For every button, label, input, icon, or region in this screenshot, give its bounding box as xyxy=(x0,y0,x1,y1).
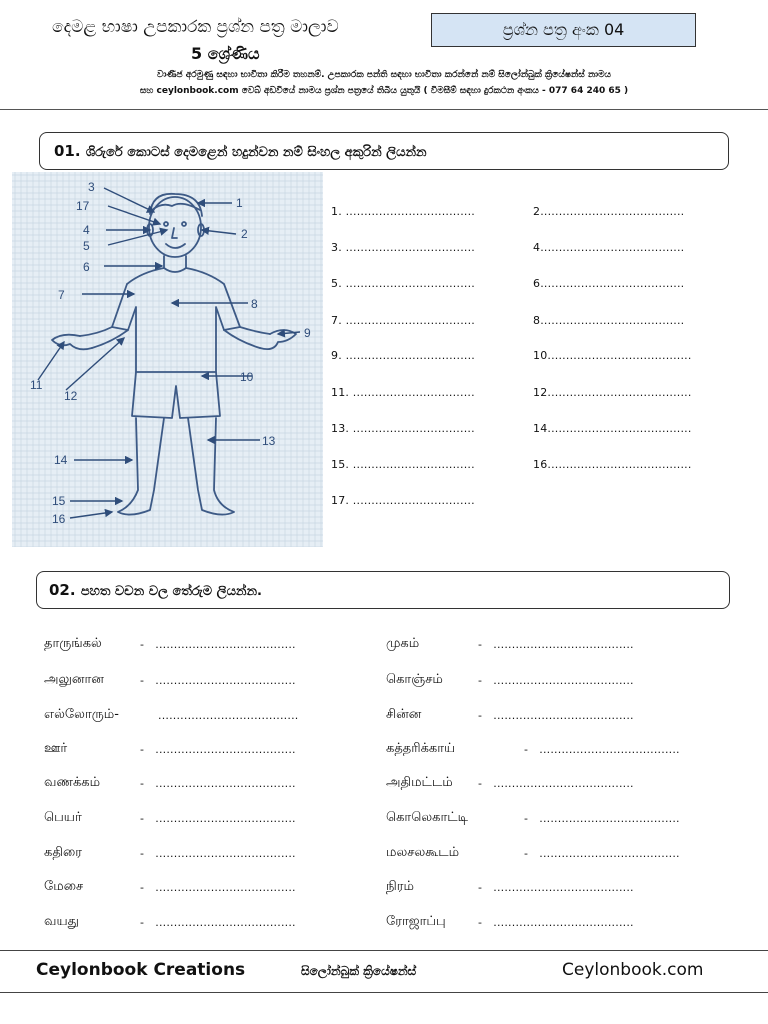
section1-title: ශිරුරේ කොටස් දෙමළෙන් හදුන්වන නම් සිංහල අකුරින් ලියන්න xyxy=(85,145,427,160)
figure-label-14: 14 xyxy=(54,453,68,467)
vocab-right-7-line[interactable]: - ...................................... xyxy=(524,847,680,860)
vocab-left-5: வணக்கம் xyxy=(44,775,101,790)
vocab-left-1-line[interactable]: - ...................................... xyxy=(140,638,296,651)
vocab-left-9: வயது xyxy=(44,914,79,929)
section2-number: 02. xyxy=(49,581,76,599)
body-parts-figure xyxy=(12,172,323,547)
figure-label-4: 4 xyxy=(83,223,90,237)
section2-title: පහත වචන වල තේරුම ලියන්න. xyxy=(80,584,262,599)
vocab-left-7-line[interactable]: - ...................................... xyxy=(140,847,296,860)
figure-label-11: 11 xyxy=(30,378,43,392)
vocab-right-3-line[interactable]: - ...................................... xyxy=(478,709,634,722)
answer-line-15[interactable]: 15. ................................. xyxy=(331,458,475,471)
vocab-left-3: எல்லோரும்- xyxy=(44,707,119,722)
vocab-right-4-line[interactable]: - ...................................... xyxy=(524,743,680,756)
figure-label-9: 9 xyxy=(304,326,311,340)
vocab-left-9-line[interactable]: - ...................................... xyxy=(140,916,296,929)
figure-label-7: 7 xyxy=(58,288,65,302)
vocab-left-4: ஊர் xyxy=(44,741,68,756)
section1-heading xyxy=(54,142,427,160)
figure-label-1: 1 xyxy=(236,196,243,210)
vocab-right-2: கொஞ்சம் xyxy=(386,672,443,687)
vocab-right-7: மலசலகூடம் xyxy=(386,845,460,860)
vocab-left-4-line[interactable]: - ...................................... xyxy=(140,743,296,756)
usage-note-line2: සහ ceylonbook.com වෙබ් අඩවියේ නාමය ප්‍රශ්න පත්‍රයේ තිබිය යුතුයි ( විමසීම් සඳහා දුරකථන අංකය - 077 64 240 65 ) xyxy=(139,86,629,96)
usage-note-line1: වාණිජ අරමුණු සඳහා භාවිතා කිරීම තහනම්. උපකාරක පන්ති සඳහා භාවිතා කරන්නේ නම් සිලෝන්බුක් ක්‍රියේෂන්ස් නාමය xyxy=(156,70,612,80)
answer-line-10[interactable]: 10....................................... xyxy=(533,349,692,362)
answer-line-6[interactable]: 6....................................... xyxy=(533,277,685,290)
footer-brand-sinhala: සිලෝන්බුක් ක්‍රියේෂන්ස් xyxy=(301,964,417,978)
footer-brand: Ceylonbook Creations xyxy=(36,960,246,980)
vocab-right-9-line[interactable]: - ...................................... xyxy=(478,916,634,929)
answer-line-13[interactable]: 13. ................................. xyxy=(331,422,475,435)
vocab-right-6: கொலெகாட்டி xyxy=(386,810,468,825)
vocab-right-5-line[interactable]: - ...................................... xyxy=(478,777,634,790)
vocab-left-2-line[interactable]: - ...................................... xyxy=(140,674,296,687)
vocab-left-8: மேசை xyxy=(44,879,84,894)
figure-label-5: 5 xyxy=(83,239,90,253)
vocab-right-1-line[interactable]: - ...................................... xyxy=(478,638,634,651)
footer-divider-bottom xyxy=(0,992,768,993)
footer-divider-top xyxy=(0,950,768,951)
vocab-left-8-line[interactable]: - ...................................... xyxy=(140,881,296,894)
worksheet-series-title: දෙමළ භාෂා උපකාරක ප්‍රශ්න පත්‍ර මාලාව xyxy=(52,17,339,37)
answer-line-14[interactable]: 14....................................... xyxy=(533,422,692,435)
paper-number-box: ප්‍රශ්න පත්‍ර අංක 04 xyxy=(431,13,696,47)
vocab-left-6-line[interactable]: - ...................................... xyxy=(140,812,296,825)
figure-label-12: 12 xyxy=(64,389,78,403)
answer-line-4[interactable]: 4....................................... xyxy=(533,241,685,254)
footer-website: Ceylonbook.com xyxy=(562,960,704,980)
figure-label-10: 10 xyxy=(240,370,254,384)
vocab-right-4: கத்தரிக்காய் xyxy=(386,741,456,756)
answer-line-12[interactable]: 12....................................... xyxy=(533,386,692,399)
answer-line-8[interactable]: 8....................................... xyxy=(533,314,685,327)
vocab-right-8: நிரம் xyxy=(386,879,414,894)
vocab-left-7: கதிரை xyxy=(44,845,82,860)
vocab-left-2: அலுனான xyxy=(44,672,104,687)
section1-number: 01. xyxy=(54,142,81,160)
answer-line-9[interactable]: 9. ................................... xyxy=(331,349,475,362)
grade-label: 5 ශ්‍රේණිය xyxy=(191,44,260,63)
answer-line-17[interactable]: 17. ................................. xyxy=(331,494,475,507)
answer-line-7[interactable]: 7. ................................... xyxy=(331,314,475,327)
vocab-left-6: பெயர் xyxy=(44,810,82,825)
answer-line-11[interactable]: 11. ................................. xyxy=(331,386,475,399)
figure-label-6: 6 xyxy=(83,260,90,274)
vocab-right-5: அதிமட்டம் xyxy=(386,775,453,790)
section2-heading xyxy=(49,581,262,599)
vocab-right-9: ரோஜாப்பு xyxy=(386,914,446,929)
answer-line-2[interactable]: 2....................................... xyxy=(533,205,685,218)
vocab-right-8-line[interactable]: - ...................................... xyxy=(478,881,634,894)
header-divider xyxy=(0,109,768,110)
vocab-right-1: முகம் xyxy=(386,636,420,651)
answer-line-1[interactable]: 1. ................................... xyxy=(331,205,475,218)
answer-line-3[interactable]: 3. ................................... xyxy=(331,241,475,254)
figure-label-3: 3 xyxy=(88,180,95,194)
vocab-right-6-line[interactable]: - ...................................... xyxy=(524,812,680,825)
figure-label-15: 15 xyxy=(52,494,66,508)
section2-heading-box xyxy=(36,571,730,609)
figure-label-16: 16 xyxy=(52,512,66,526)
section1-heading-box xyxy=(39,132,729,170)
figure-label-8: 8 xyxy=(251,297,258,311)
vocab-right-3: சின்ன xyxy=(386,707,422,722)
vocab-right-2-line[interactable]: - ...................................... xyxy=(478,674,634,687)
vocab-left-5-line[interactable]: - ...................................... xyxy=(140,777,296,790)
figure-label-2: 2 xyxy=(241,227,248,241)
vocab-left-1: தாருங்கல் xyxy=(44,636,102,651)
answer-line-16[interactable]: 16....................................... xyxy=(533,458,692,471)
answer-line-5[interactable]: 5. ................................... xyxy=(331,277,475,290)
figure-label-13: 13 xyxy=(262,434,276,448)
figure-label-17: 17 xyxy=(76,199,90,213)
body-figure-svg xyxy=(12,172,323,547)
vocab-left-3-line[interactable]: ...................................... xyxy=(158,709,299,722)
